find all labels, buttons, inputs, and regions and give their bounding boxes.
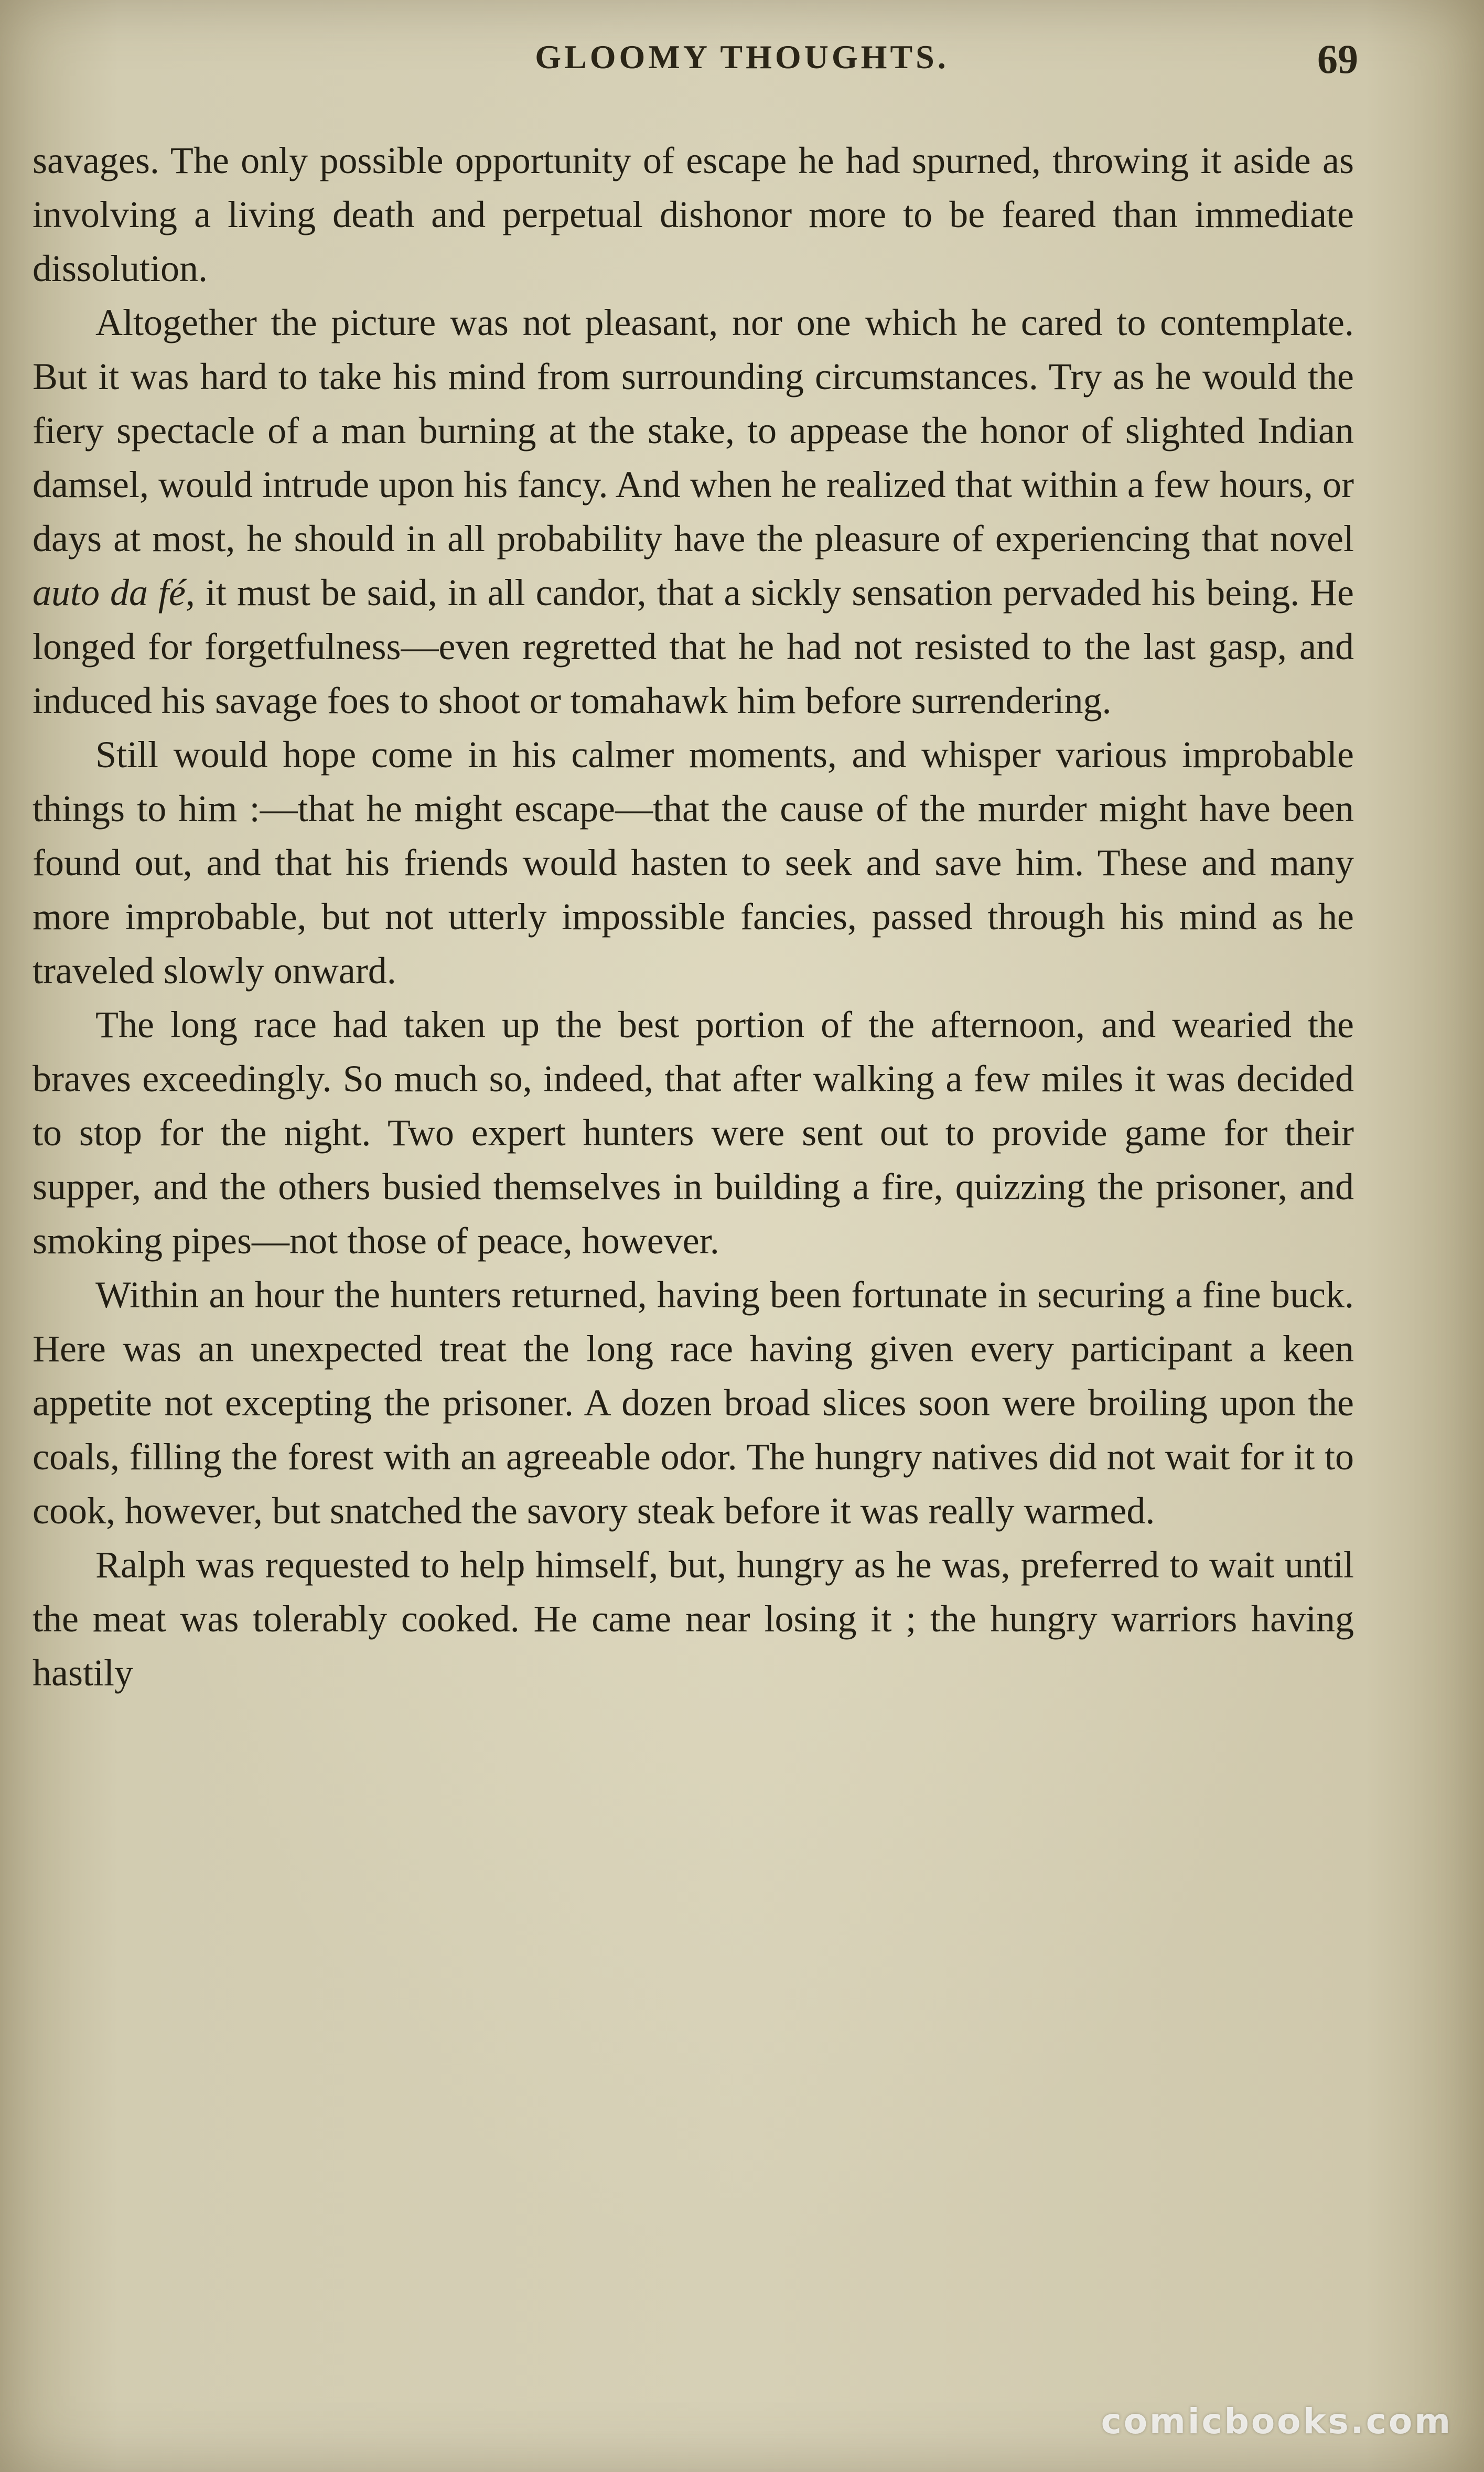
paragraph-3 <box>33 728 1354 998</box>
paragraph-6 <box>33 1538 1354 1700</box>
watermark: comicbooks.com <box>1101 2401 1453 2442</box>
paragraph-2-emphasis: auto da fé <box>33 572 186 614</box>
paragraph-4-text: The long race had taken up the best portion of the afternoon, and wearied the braves exceedingly. So much so, indeed, that after walking a few miles it was decided to stop for the night. Two expert hunters were sent out to provide game for their supper, and the others busied themselves in building a fire, quizzing the prisoner, and smoking pipes—not those of peace, however. <box>33 1004 1354 1262</box>
paragraph-3-text: Still would hope come in his calmer moments, and whisper various improbable things to him :—that he might escape—that the cause of the murder might have been found out, and that his friends would hasten to seek and save him. These and many more improbable, but not utterly impossible fancies, passed through his mind as he traveled slowly onward. <box>33 734 1354 992</box>
paragraph-2 <box>33 296 1354 728</box>
paragraph-1-text: savages. The only possible opportunity of escape he had spurned, throwing it aside as involving a living death and perpetual dishonor more to be feared than immediate dissolution. <box>33 139 1354 289</box>
paragraph-6-text: Ralph was requested to help himself, but, hungry as he was, preferred to wait until the meat was tolerably cooked. He came near losing it ; the hungry warriors having hastily <box>33 1544 1354 1694</box>
paragraph-2-text-after: , it must be said, in all candor, that a sickly sensation pervaded his being. He longed for forgetfulness—even regretted that he had not resisted to the last gasp, and induced his savage foes to shoot or tomahawk him before surrendering. <box>33 572 1354 722</box>
body-text <box>33 134 1354 1700</box>
paragraph-5 <box>33 1268 1354 1538</box>
paragraph-1 <box>33 134 1354 296</box>
running-title: GLOOMY THOUGHTS. <box>535 38 949 76</box>
paragraph-4 <box>33 998 1354 1268</box>
running-head <box>0 30 1484 93</box>
paragraph-2-text: Altogether the picture was not pleasant, nor one which he cared to contemplate. But it was hard to take his mind from surrounding circumstances. Try as he would the fiery spectacle of a man burning at the stake, to appease the honor of slighted Indian damsel, would intrude upon his fancy. And when he realized that within a few hours, or days at most, he should in all probability have the pleasure of experiencing that novel <box>33 302 1354 560</box>
page-number: 69 <box>1317 36 1358 82</box>
paragraph-5-text: Within an hour the hunters returned, having been fortunate in securing a fine buck. Here was an unexpected treat the long race having given every participant a keen appetite not excepting the prisoner. A dozen broad slices soon were broiling upon the coals, filling the forest with an agreeable odor. The hungry natives did not wait for it to cook, however, but snatched the savory steak before it was really warmed. <box>33 1274 1354 1532</box>
